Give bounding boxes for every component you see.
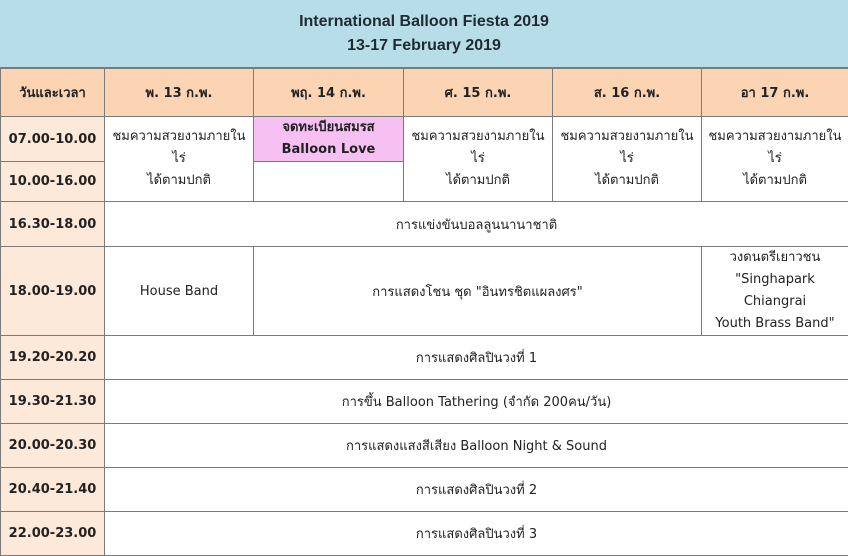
wedding-cell xyxy=(254,117,404,162)
activity-line: ได้ตามปกติ xyxy=(743,173,807,188)
time-cell: 18.00-19.00 xyxy=(1,247,105,336)
brass-band-line: Youth Brass Band" xyxy=(715,316,834,331)
time-cell: 19.20-20.20 xyxy=(1,336,105,380)
activity-line: ชมความสวยงามภายในไร่ xyxy=(112,129,245,166)
table-row xyxy=(1,247,848,336)
col-header-sat: ส. 16 ก.พ. xyxy=(553,69,702,117)
event-cell: การแสดงศิลปินวงที่ 1 xyxy=(105,336,848,380)
schedule-dates: 13-17 February 2019 xyxy=(347,34,501,58)
time-cell: 19.30-21.30 xyxy=(1,380,105,424)
time-cell: 16.30-18.00 xyxy=(1,202,105,247)
time-cell: 10.00-16.00 xyxy=(1,162,105,202)
activity-cell xyxy=(553,117,702,202)
schedule-title: International Balloon Fiesta 2019 xyxy=(299,10,549,34)
table-row xyxy=(1,424,848,468)
house-band-cell: House Band xyxy=(105,247,254,336)
table-row xyxy=(1,468,848,512)
activity-cell xyxy=(105,117,254,202)
activity-cell xyxy=(404,117,553,202)
time-cell: 20.40-21.40 xyxy=(1,468,105,512)
column-header-row xyxy=(1,69,848,117)
event-cell: การแข่งขันบอลลูนนานาชาติ xyxy=(105,202,848,247)
schedule-table xyxy=(0,68,848,556)
activity-line: ได้ตามปกติ xyxy=(446,173,510,188)
activity-line: ชมความสวยงามภายในไร่ xyxy=(411,129,544,166)
schedule-header xyxy=(0,0,848,68)
col-header-fri: ศ. 15 ก.พ. xyxy=(404,69,553,117)
show-cell: การแสดงโชน ชุด "อินทรชิตแผลงศร" xyxy=(254,247,702,336)
event-cell: การแสดงศิลปินวงที่ 3 xyxy=(105,512,848,556)
activity-cell xyxy=(702,117,848,202)
time-cell: 20.00-20.30 xyxy=(1,424,105,468)
activity-line: ชมความสวยงามภายในไร่ xyxy=(560,129,693,166)
event-cell: การแสดงศิลปินวงที่ 2 xyxy=(105,468,848,512)
empty-cell xyxy=(254,162,404,202)
time-cell: 22.00-23.00 xyxy=(1,512,105,556)
col-header-sun: อา 17 ก.พ. xyxy=(702,69,848,117)
table-row xyxy=(1,512,848,556)
brass-band-line: วงดนตรีเยาวชน xyxy=(730,250,821,265)
col-header-time: วันและเวลา xyxy=(1,69,105,117)
col-header-thu: พฤ. 14 ก.พ. xyxy=(254,69,404,117)
brass-band-cell xyxy=(702,247,848,336)
activity-line: ชมความสวยงามภายในไร่ xyxy=(708,129,841,166)
activity-line: ได้ตามปกติ xyxy=(595,173,659,188)
table-row xyxy=(1,117,848,162)
table-row xyxy=(1,336,848,380)
wedding-line: Balloon Love xyxy=(282,142,376,157)
activity-line: ได้ตามปกติ xyxy=(147,173,211,188)
wedding-line: จดทะเบียนสมรส xyxy=(282,120,374,135)
time-cell: 07.00-10.00 xyxy=(1,117,105,162)
col-header-wed: พ. 13 ก.พ. xyxy=(105,69,254,117)
event-cell: การแสดงแสงสีเสียง Balloon Night & Sound xyxy=(105,424,848,468)
event-cell: การขึ้น Balloon Tathering (จำกัด 200คน/วัน) xyxy=(105,380,848,424)
brass-band-line: "Singhapark Chiangrai xyxy=(735,272,815,309)
table-row xyxy=(1,380,848,424)
table-row xyxy=(1,202,848,247)
